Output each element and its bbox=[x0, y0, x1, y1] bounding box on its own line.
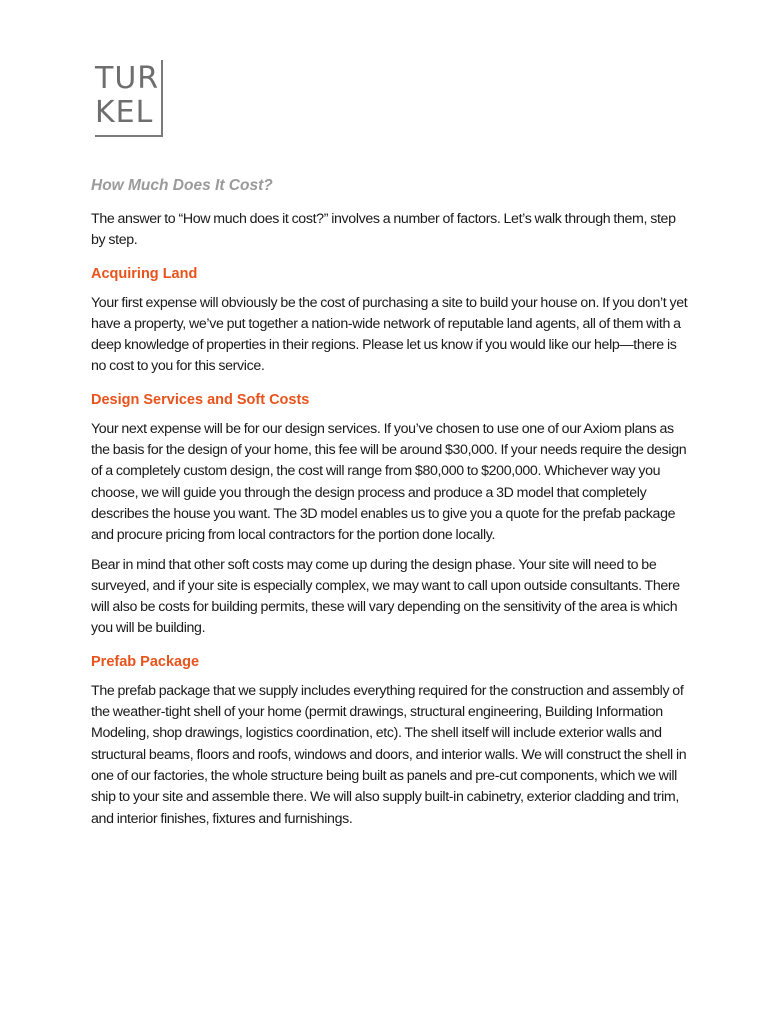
logo-line-2: KEL bbox=[95, 95, 154, 130]
section-design-services bbox=[91, 390, 691, 640]
turkel-logo bbox=[95, 60, 169, 137]
section-paragraph: Your next expense will be for our design services. If you’ve chosen to use one of our Axiom plans as the basis for the design of your home, this fee will be around $30,000. If your needs require the design of a completely custom design, the cost will range from $80,000 to $200,000. Whichever way you choose, we will guide you through the design process and produce a 3D model that completely describes the house you want. The 3D model enables us to give you a quote for the prefab package and procure pricing from local contractors for the portion done locally. bbox=[91, 420, 687, 544]
section-heading: Prefab Package bbox=[91, 653, 200, 670]
section-acquiring-land bbox=[91, 264, 691, 378]
logo-bottom-rule bbox=[95, 135, 163, 137]
page-title: How Much Does It Cost? bbox=[91, 177, 273, 194]
section-heading: Design Services and Soft Costs bbox=[91, 391, 310, 408]
section-heading: Acquiring Land bbox=[91, 265, 198, 282]
logo-vertical-rule bbox=[161, 60, 163, 137]
logo-wordmark bbox=[95, 62, 159, 130]
intro-paragraph: The answer to “How much does it cost?” involves a number of factors. Let’s walk through them, step by step. bbox=[91, 211, 676, 249]
section-paragraph: The prefab package that we supply includes everything required for the construction and assembly of the weather-tight shell of your home (permit drawings, structural engineering, Building Information Modeling, shop drawings, logistics coordination, etc). The shell itself will include exterior walls and structural beams, floors and roofs, windows and doors, and interior walls. We will construct the shell in one of our factories, the whole structure being built as panels and pre-cut components, which we will ship to your site and assemble there. We will also supply built-in cabinetry, exterior cladding and trim, and interior finishes, fixtures and furnishings. bbox=[91, 682, 687, 827]
logo-line-1: TUR bbox=[95, 61, 160, 96]
section-paragraph: Your first expense will obviously be the cost of purchasing a site to build your house on. If you don’t yet have a property, we’ve put together a nation-wide network of reputable land agents, all of them with a deep knowledge of properties in their regions. Please let us know if you would like our help—there is no cost to you for this service. bbox=[91, 294, 688, 375]
document-body bbox=[91, 175, 691, 838]
section-paragraph: Bear in mind that other soft costs may come up during the design phase. Your site will need to be surveyed, and if your site is especially complex, we may want to call upon outside consultants. There will also be costs for building permits, these will vary depending on the sensitivity of the area is which you will be building. bbox=[91, 556, 680, 637]
section-prefab-package bbox=[91, 652, 691, 830]
